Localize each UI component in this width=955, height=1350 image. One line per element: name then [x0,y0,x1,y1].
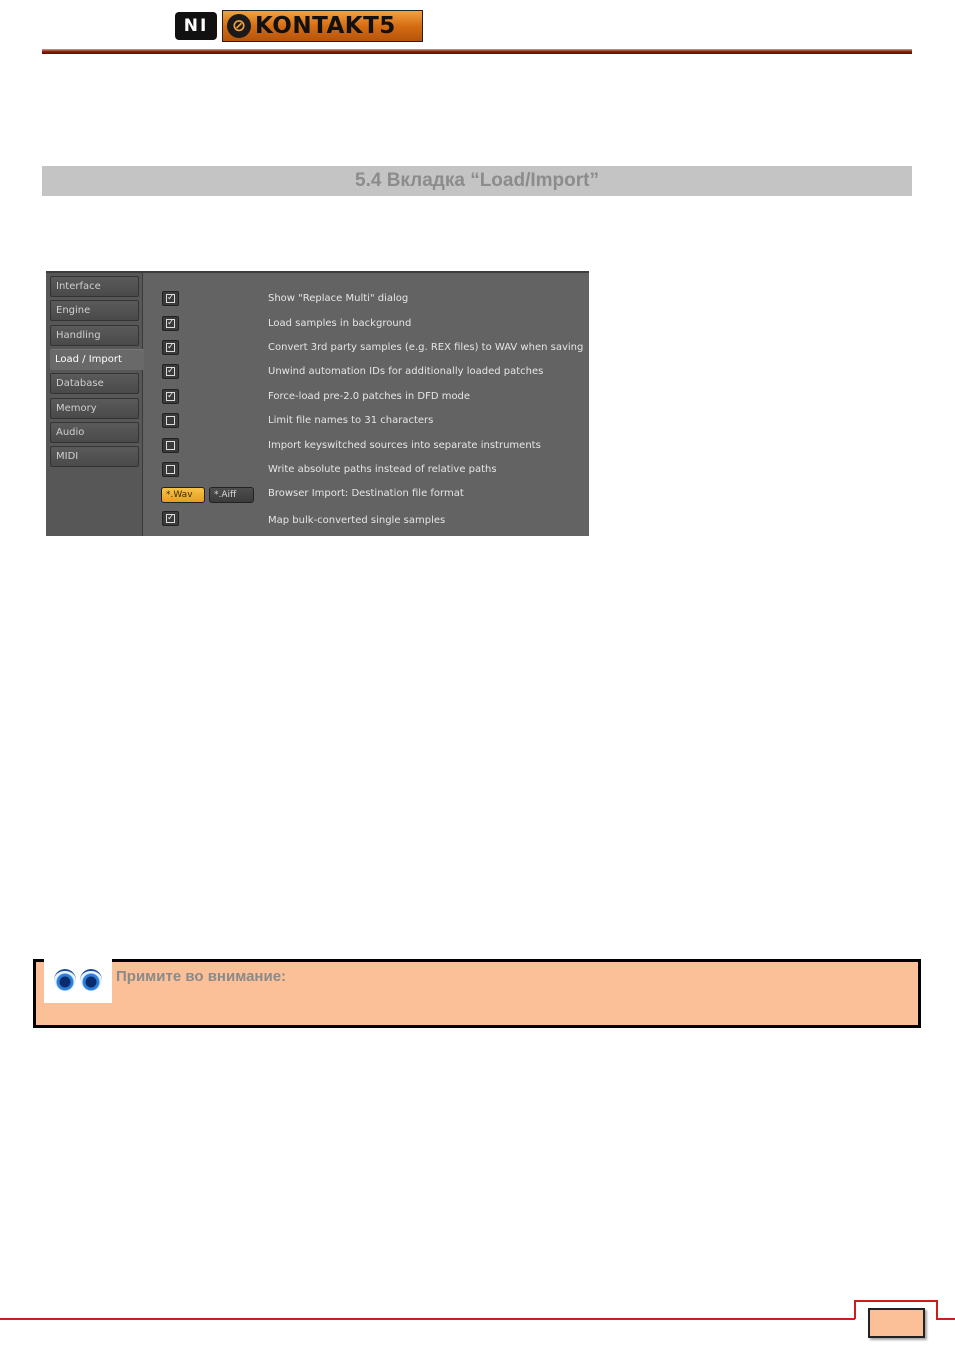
tab-database[interactable]: Database [50,373,139,394]
checkbox-load-in-background[interactable] [162,316,179,331]
tab-handling[interactable]: Handling [50,325,139,346]
ni-logo-text: NI [183,16,209,36]
option-label: Convert 3rd party samples (e.g. REX files) to WAV when saving [268,342,584,353]
option-label: Write absolute paths instead of relative paths [268,464,497,475]
checkbox-absolute-paths[interactable] [162,462,179,477]
option-label: Limit file names to 31 characters [268,415,434,426]
option-label: Unwind automation IDs for additionally loaded patches [268,366,544,377]
kontakt-logo-text: KONTAKT5 [255,13,396,39]
tab-interface[interactable]: Interface [50,276,139,297]
check-mark-icon: ✓ [167,318,175,328]
tab-memory[interactable]: Memory [50,398,139,419]
wav-format-button[interactable]: *.Wav [161,487,205,503]
check-mark-icon: ✓ [167,366,175,376]
option-label: Map bulk-converted single samples [268,515,446,526]
checkbox-convert-to-wav[interactable] [162,340,179,355]
note-title: Примите во внимание: [116,968,287,985]
footer-rule-right [936,1318,955,1320]
option-label: Show "Replace Multi" dialog [268,293,409,304]
aiff-format-button[interactable]: *.Aiff [209,487,254,503]
option-label: Import keyswitched sources into separate instruments [268,440,541,451]
checkbox-unwind-automation-ids[interactable] [162,364,179,379]
section-heading-bar [42,166,912,196]
option-label: Browser Import: Destination file format [268,488,464,499]
option-label: Load samples in background [268,318,412,329]
kontakt-logo [222,10,423,42]
ni-logo [175,12,217,40]
checkbox-force-load-dfd[interactable] [162,389,179,404]
option-label: Force-load pre-2.0 patches in DFD mode [268,391,471,402]
check-mark-icon: ✓ [167,391,175,401]
eyes-icon [44,957,112,1003]
options-panel [46,271,589,536]
footer-rule [0,1318,855,1320]
tab-engine[interactable]: Engine [50,300,139,321]
check-mark-icon: ✓ [167,342,175,352]
checkbox-map-bulk-converted[interactable] [162,511,179,526]
tab-midi[interactable]: MIDI [50,446,139,467]
tab-load-import[interactable]: Load / Import [50,349,144,370]
section-title: 5.4 Вкладка “Load/Import” [355,170,599,191]
check-mark-icon: ✓ [167,513,175,523]
check-mark-icon: ✓ [167,293,175,303]
checkbox-replace-multi-dialog[interactable] [162,291,179,306]
checkbox-import-keyswitched[interactable] [162,438,179,453]
header-rule [42,49,912,54]
tab-audio[interactable]: Audio [50,422,139,443]
kontakt-logo-mark-icon: ⊘ [227,14,251,38]
checkbox-limit-file-names[interactable] [162,413,179,428]
page-number-box [868,1308,925,1338]
